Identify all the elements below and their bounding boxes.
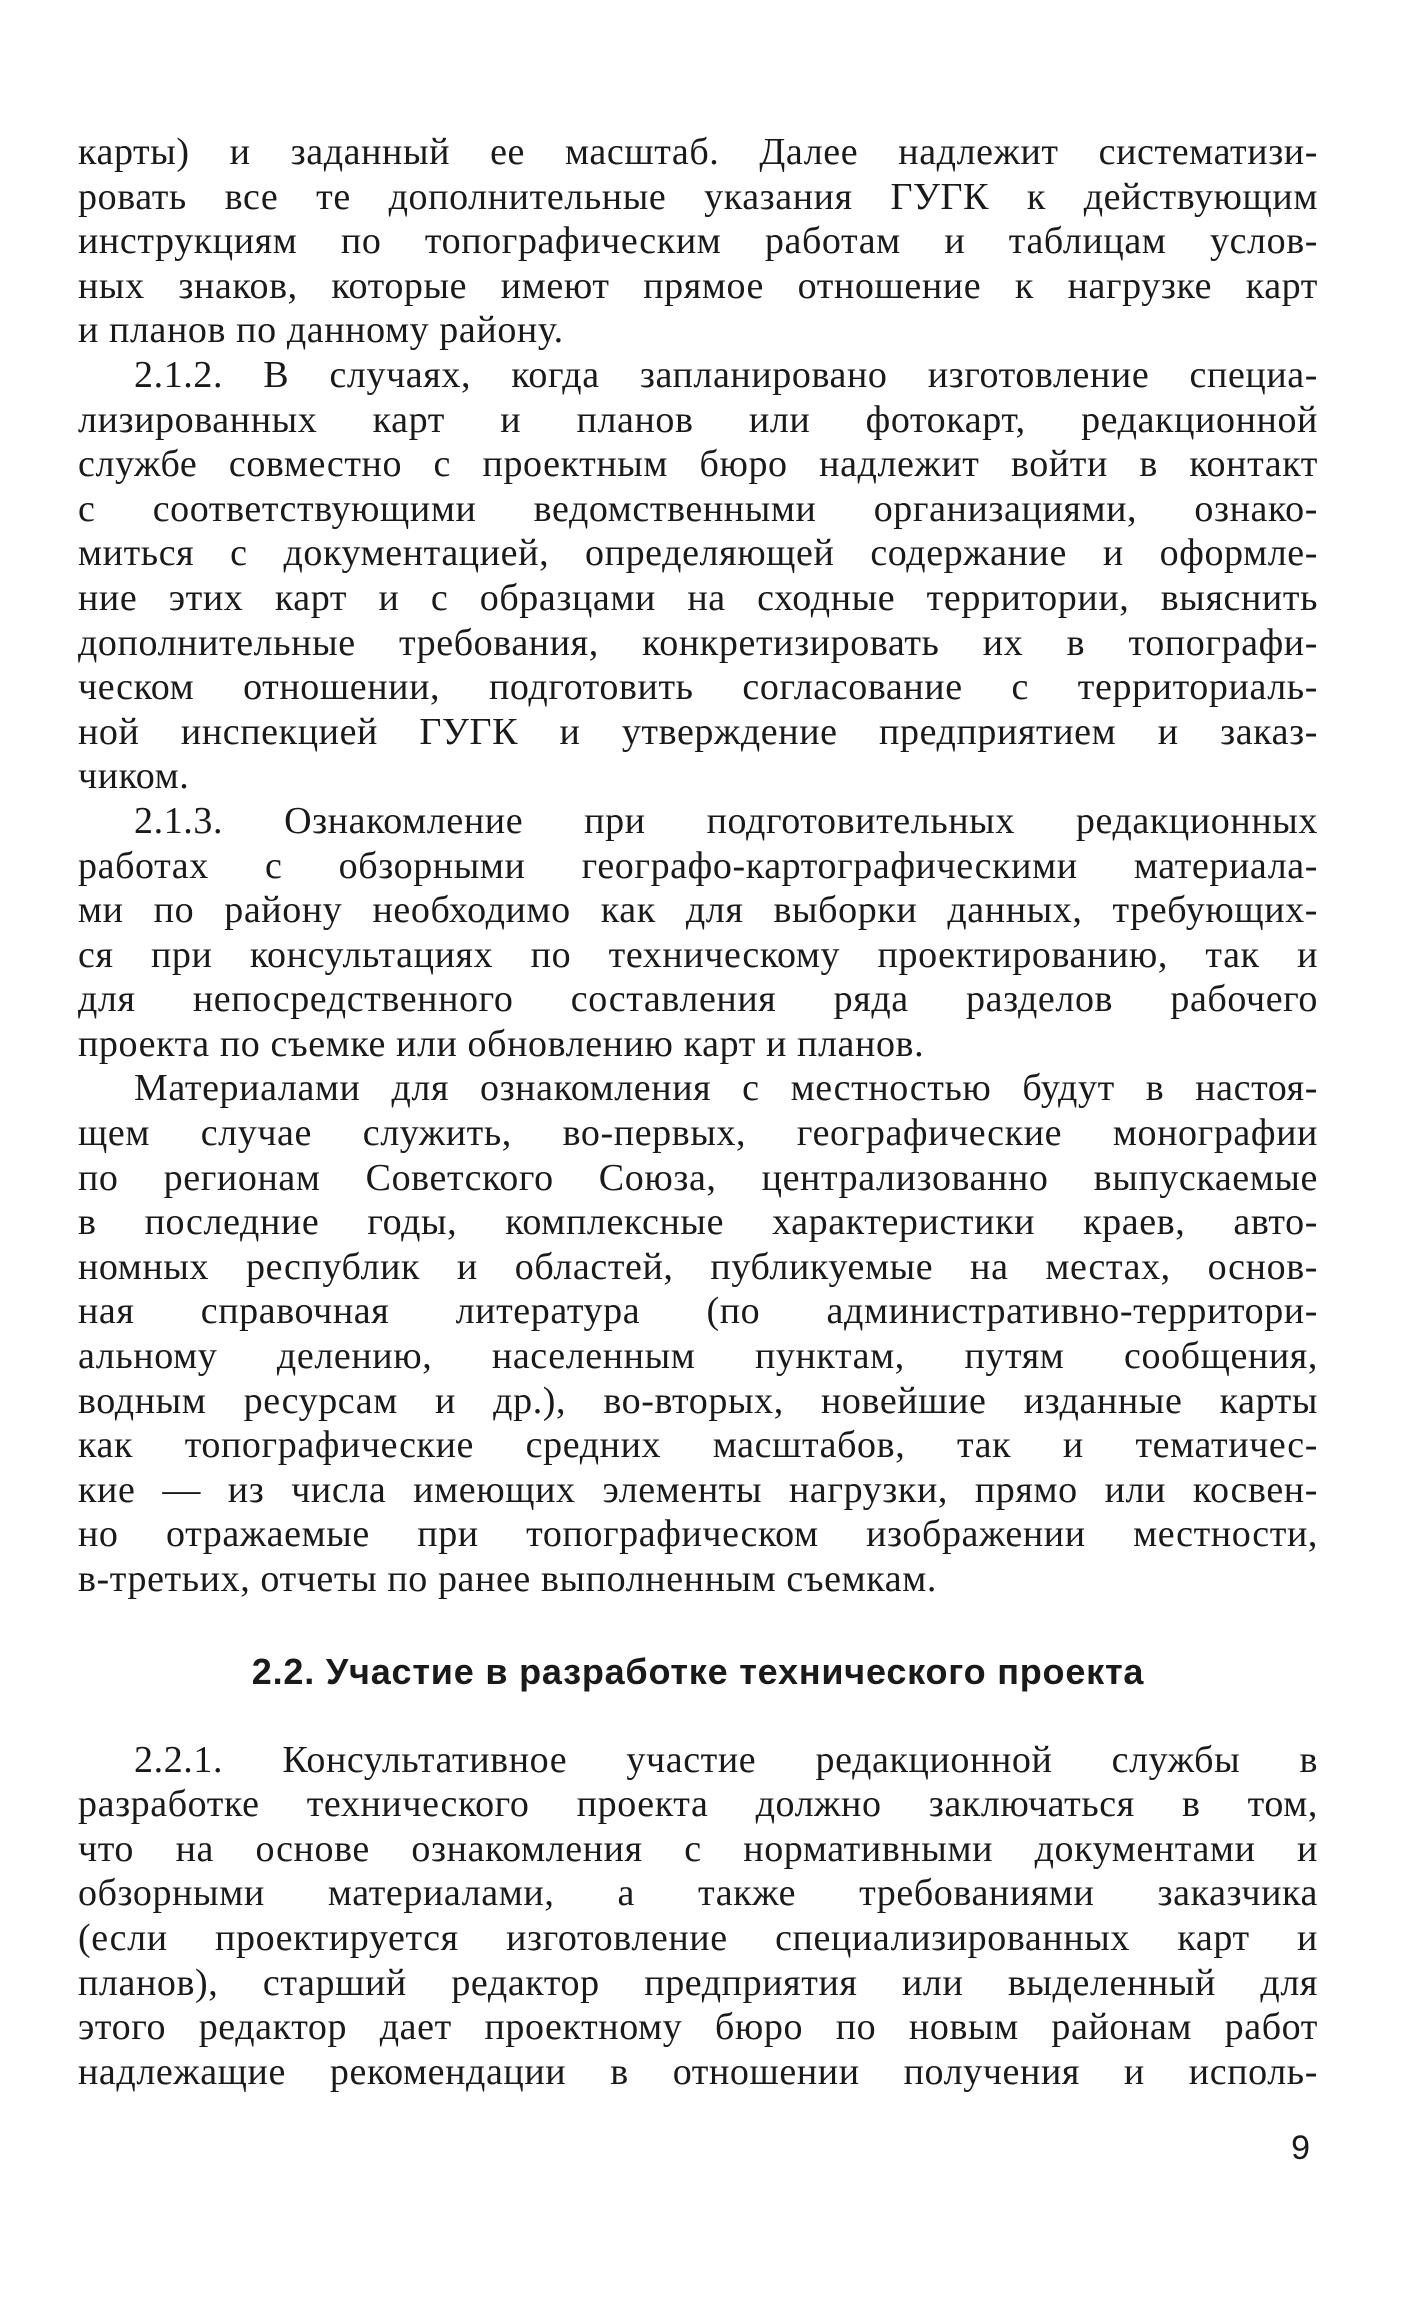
text-line: щем случае служить, во-первых, географические монографии xyxy=(78,1112,1318,1155)
text-line: службе совместно с проектным бюро надлежит войти в контакт xyxy=(78,443,1318,486)
text-line: карты) и заданный ее масштаб. Далее надлежит систематизи- xyxy=(78,131,1318,173)
text-line: ние этих карт и с образцами на сходные территории, выяснить xyxy=(78,576,1318,619)
text-line: 2.1.3. Ознакомление при подготовительных редакционных xyxy=(134,799,1318,842)
text-line: водным ресурсам и др.), во-вторых, новейшие изданные карты xyxy=(78,1379,1318,1422)
text-line: по регионам Советского Союза, централизованно выпускаемые xyxy=(78,1156,1318,1199)
text-line: 2.2.1. Консультативное участие редакционной службы в xyxy=(134,1738,1318,1781)
text-line: Материалами для ознакомления с местностью будут в настоя- xyxy=(134,1067,1318,1110)
text-line: ровать все те дополнительные указания ГУГК к действующим xyxy=(78,175,1318,218)
section-heading: 2.2. Участие в разработке технического проекта xyxy=(251,1650,1145,1692)
paragraph-2-1-2 xyxy=(78,353,1318,799)
text-line: с соответствующими ведомственными организациями, ознако- xyxy=(78,487,1318,530)
text-line: ной инспекцией ГУГК и утверждение предприятием и заказ- xyxy=(78,710,1318,753)
text-line: ми по району необходимо как для выборки данных, требующих- xyxy=(78,889,1318,932)
paragraph-intro-continuation xyxy=(78,130,1318,353)
text-line: разработке технического проекта должно заключаться в том, xyxy=(78,1783,1318,1826)
text-line: как топографические средних масштабов, так и тематичес- xyxy=(78,1424,1318,1467)
text-line: в-третьих, отчеты по ранее выполненным съемкам. xyxy=(78,1558,937,1600)
text-line: альному делению, населенным пунктам, путям сообщения, xyxy=(78,1335,1318,1378)
text-line: инструкциям по топографическим работам и таблицам услов- xyxy=(78,220,1318,263)
text-line: и планов по данному району. xyxy=(78,309,564,352)
text-line: номных республик и областей, публикуемые на местах, основ- xyxy=(78,1245,1318,1288)
text-line: планов), старший редактор предприятия или выделенный для xyxy=(78,1961,1318,2004)
text-line: лизированных карт и планов или фотокарт, редакционной xyxy=(78,398,1318,441)
text-line: чиком. xyxy=(78,755,190,798)
document-page xyxy=(78,130,1318,2094)
text-line: (если проектируется изготовление специализированных карт и xyxy=(78,1916,1318,1959)
text-line: миться с документацией, определяющей содержание и оформле- xyxy=(78,532,1318,575)
page-number: 9 xyxy=(1291,2129,1310,2167)
text-line: ная справочная литература (по административно-территори- xyxy=(78,1290,1318,1333)
text-line: ся при консультациях по техническому проектированию, так и xyxy=(78,933,1318,976)
text-line: ных знаков, которые имеют прямое отношение к нагрузке карт xyxy=(78,264,1318,307)
text-line: для непосредственного составления ряда разделов рабочего xyxy=(78,978,1318,1021)
text-line: обзорными материалами, а также требованиями заказчика xyxy=(78,1872,1318,1915)
paragraph-2-1-3 xyxy=(78,799,1318,1067)
text-line: но отражаемые при топографическом изображении местности, xyxy=(78,1513,1318,1556)
text-line: что на основе ознакомления с нормативными документами и xyxy=(78,1827,1318,1870)
paragraph-materials xyxy=(78,1066,1318,1601)
text-line: кие — из числа имеющих элементы нагрузки, прямо или косвен- xyxy=(78,1468,1318,1511)
text-line: ческом отношении, подготовить согласование с территориаль- xyxy=(78,666,1318,709)
text-line: дополнительные требования, конкретизировать их в топографи- xyxy=(78,621,1318,664)
paragraph-2-2-1 xyxy=(78,1738,1318,2095)
text-line: в последние годы, комплексные характеристики краев, авто- xyxy=(78,1201,1318,1244)
text-line: этого редактор дает проектному бюро по новым районам работ xyxy=(78,2006,1318,2049)
text-line: 2.1.2. В случаях, когда запланировано изготовление специа- xyxy=(134,353,1318,396)
text-line: работах с обзорными географо-картографическими материала- xyxy=(78,844,1318,887)
text-line: надлежащие рекомендации в отношении получения и исполь- xyxy=(78,2050,1318,2093)
text-line: проекта по съемке или обновлению карт и планов. xyxy=(78,1022,925,1065)
